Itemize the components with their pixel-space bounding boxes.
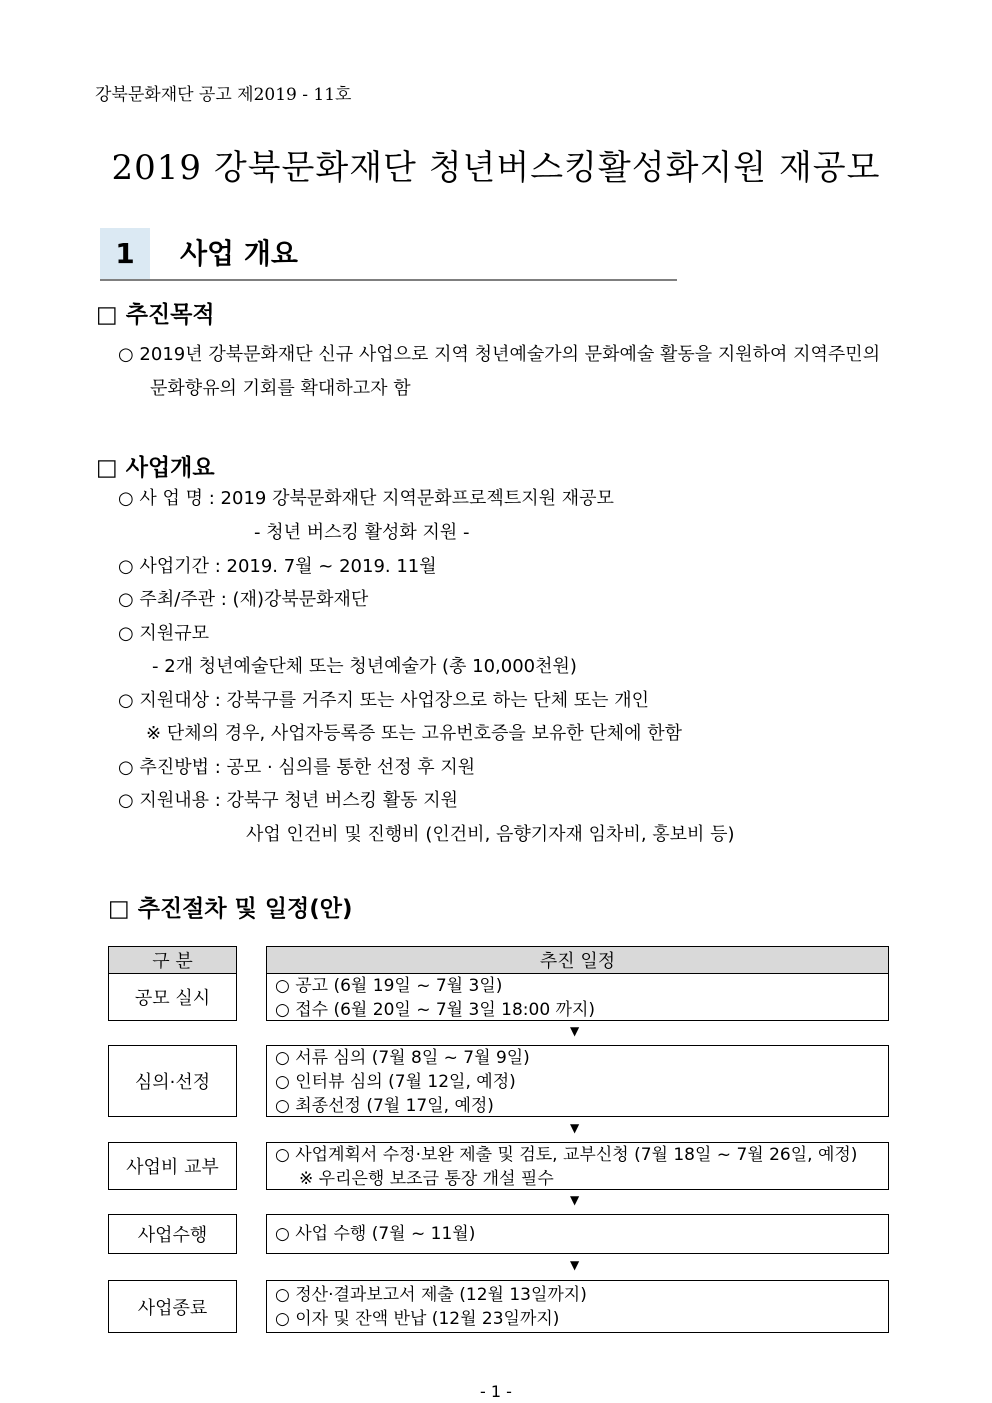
step-details xyxy=(266,1214,889,1254)
overview-item: ○ 지원내용 : 강북구 청년 버스킹 활동 지원 xyxy=(118,790,459,811)
step-details xyxy=(266,1045,889,1117)
schedule-heading: □ 추진절차 및 일정(안) xyxy=(108,896,353,922)
purpose-line-1: ○ 2019년 강북문화재단 신규 사업으로 지역 청년예술가의 문화예술 활동을 지원하여 지역주민의 xyxy=(118,344,881,365)
column-header-schedule: 추진 일정 xyxy=(266,946,889,974)
step-label: 사업종료 xyxy=(108,1280,237,1333)
step-line: ○ 접수 (6월 20일 ~ 7월 3일 18:00 까지) xyxy=(275,1000,596,1020)
step-line: ○ 정산·결과보고서 제출 (12월 13일까지) xyxy=(275,1285,587,1305)
section-underline xyxy=(100,279,677,281)
overview-item: ○ 주최/주관 : (재)강북문화재단 xyxy=(118,589,369,610)
flow-arrow-icon: ▼ xyxy=(570,1121,580,1135)
flow-arrow-icon: ▼ xyxy=(570,1193,580,1207)
overview-item: - 2개 청년예술단체 또는 청년예술가 (총 10,000천원) xyxy=(152,656,577,677)
overview-item: ○ 사 업 명 : 2019 강북문화재단 지역문화프로젝트지원 재공모 xyxy=(118,488,614,509)
overview-item: ○ 지원규모 xyxy=(118,623,209,644)
step-details xyxy=(266,973,889,1021)
flow-arrow-icon: ▼ xyxy=(570,1024,580,1038)
overview-item: ※ 단체의 경우, 사업자등록증 또는 고유번호증을 보유한 단체에 한함 xyxy=(146,723,683,744)
step-line: ○ 인터뷰 심의 (7월 12일, 예정) xyxy=(275,1072,516,1092)
step-line: ○ 사업계획서 수정·보완 제출 및 검토, 교부신청 (7월 18일 ~ 7월 26일, 예정) xyxy=(275,1145,858,1165)
step-line: ○ 최종선정 (7월 17일, 예정) xyxy=(275,1096,494,1116)
step-label: 사업비 교부 xyxy=(108,1142,237,1190)
section-title: 사업 개요 xyxy=(180,237,298,270)
step-label: 공모 실시 xyxy=(108,973,237,1021)
column-header-label: 구 분 xyxy=(108,946,237,974)
overview-heading: □ 사업개요 xyxy=(96,455,215,481)
step-label: 사업수행 xyxy=(108,1214,237,1254)
overview-item: ○ 추진방법 : 공모 · 심의를 통한 선정 후 지원 xyxy=(118,757,476,778)
step-line: ○ 사업 수행 (7월 ~ 11월) xyxy=(275,1224,476,1244)
overview-item: 사업 인건비 및 진행비 (인건비, 음향기자재 임차비, 홍보비 등) xyxy=(246,824,735,845)
overview-item: - 청년 버스킹 활성화 지원 - xyxy=(254,522,470,543)
step-line: ○ 이자 및 잔액 반납 (12월 23일까지) xyxy=(275,1309,560,1329)
overview-item: ○ 지원대상 : 강북구를 거주지 또는 사업장으로 하는 단체 또는 개인 xyxy=(118,690,650,711)
document-title: 2019 강북문화재단 청년버스킹활성화지원 재공모 xyxy=(111,148,881,188)
step-details xyxy=(266,1280,889,1333)
step-line: ○ 서류 심의 (7월 8일 ~ 7월 9일) xyxy=(275,1048,530,1068)
section-number: 1 xyxy=(100,228,150,280)
flow-arrow-icon: ▼ xyxy=(570,1258,580,1272)
step-details xyxy=(266,1142,889,1190)
notice-number: 강북문화재단 공고 제2019 - 11호 xyxy=(95,85,352,105)
step-label: 심의·선정 xyxy=(108,1045,237,1117)
overview-item: ○ 사업기간 : 2019. 7월 ~ 2019. 11월 xyxy=(118,556,437,577)
purpose-heading: □ 추진목적 xyxy=(96,302,215,328)
page-number: - 1 - xyxy=(480,1382,512,1401)
purpose-line-2: 문화향유의 기회를 확대하고자 함 xyxy=(150,378,411,399)
step-line: ○ 공고 (6월 19일 ~ 7월 3일) xyxy=(275,976,503,996)
step-line: ※ 우리은행 보조금 통장 개설 필수 xyxy=(299,1169,554,1189)
